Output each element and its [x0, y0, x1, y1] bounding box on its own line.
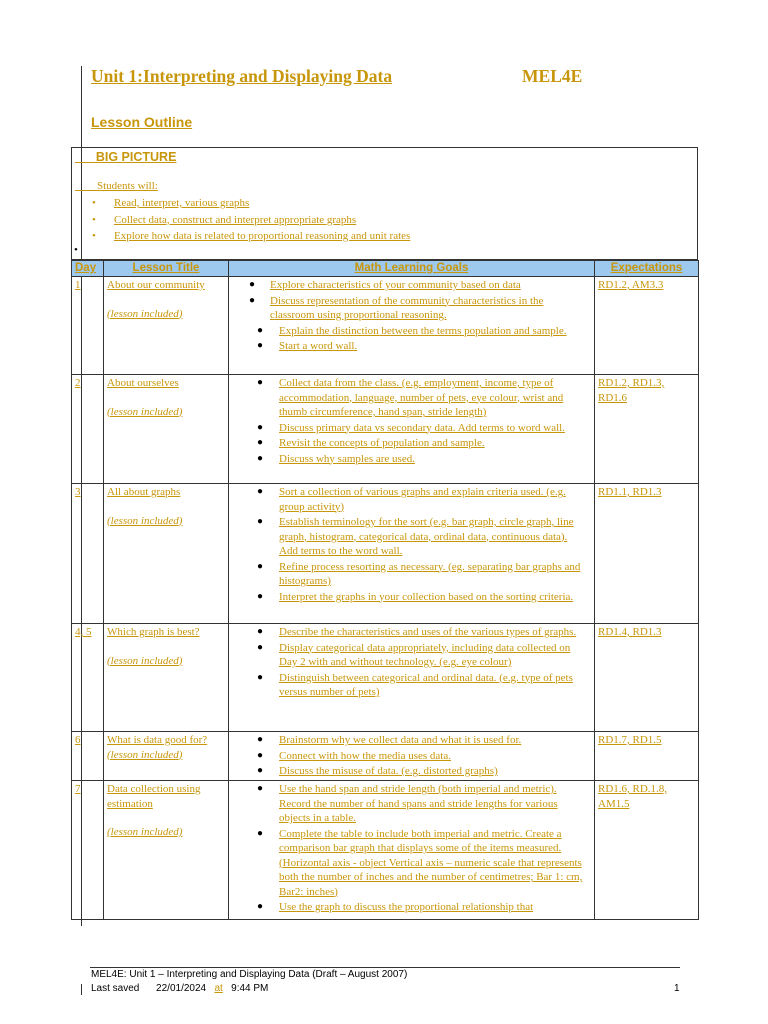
goals-cell	[229, 375, 595, 484]
bullet-icon: ●	[257, 765, 264, 776]
table-row	[72, 484, 699, 624]
lesson-included-note: (lesson included)	[107, 405, 183, 418]
list-item: ● Connect with how the media uses data.	[257, 749, 451, 762]
bullet-icon: ●	[257, 590, 264, 602]
list-item: • Explore how data is related to proportional reasoning and unit rates	[92, 230, 411, 242]
list-item: ● Discuss the misuse of data. (e.g. distorted graphs)	[257, 765, 498, 777]
list-item: ● Discuss primary data vs secondary data. Add terms to word wall.	[257, 421, 565, 434]
lesson-included-note: (lesson included)	[107, 654, 183, 667]
big-picture-heading: BIG PICTURE	[95, 150, 177, 164]
lesson-included-note: (lesson included)	[107, 514, 183, 527]
bullet-icon: ●	[249, 294, 256, 306]
bullet-icon: ●	[257, 641, 264, 653]
bullet-icon: ●	[257, 671, 264, 683]
list-item: ● Distinguish between categorical and ordinal data. (e.g. type of pets versus number of pets)	[257, 671, 573, 698]
lesson-title: Which graph is best?	[107, 626, 200, 638]
list-item: ● Brainstorm why we collect data and what it is used for.	[257, 734, 522, 746]
lesson-included-note: (lesson included)	[107, 826, 183, 838]
bullet-icon: •	[92, 197, 96, 209]
day-cell: 3	[72, 484, 104, 624]
bullet-icon: ●	[257, 486, 264, 497]
expectations-cell: RD1.4, RD1.3	[595, 624, 699, 732]
list-item: ● Explore characteristics of your community based on data	[249, 279, 521, 291]
day-cell: 1	[72, 277, 104, 375]
list-item: ● Establish terminology for the sort (e.g. bar graph, circle graph, line graph, histogram, categorical data, ordinal data, continuous data). Add terms to the word wall.	[257, 516, 574, 557]
list-item: ● Interpret the graphs in your collection based on the sorting criteria.	[257, 590, 574, 603]
expectations-cell: RD1.7, RD1.5	[595, 732, 699, 781]
footer-last-saved: Last saved 22/01/2024 at 9:44 PM	[91, 983, 269, 994]
list-item: ● Revisit the concepts of population and sample.	[257, 437, 485, 449]
header-math-learning-goals: Math Learning Goals	[229, 261, 595, 277]
big-picture-list	[92, 195, 410, 245]
list-item: ● Use the hand span and stride length (both imperial and metric). Record the number of hand spans and stride lengths for various objects in a table.	[257, 783, 558, 824]
list-item: ● Complete the table to include both imperial and metric. Create a comparison bar graph that displays some of the items measured. (Horizontal axis - object Vertical axis – numeric scale that represents both the number of inches and the number of centimetres; Bar 1: cm, Bar2: inches)	[257, 827, 583, 898]
list-item: ● Collect data from the class. (e.g. employment, income, type of accommodation, language, number of pets, eye colour, wrist and thumb circumference, hand span, stride length)	[257, 377, 564, 418]
bullet-icon: ●	[257, 560, 264, 572]
list-item: ● Display categorical data appropriately, including data collected on Day 2 with and without technology. (e.g. eye colour)	[257, 641, 571, 668]
list-item: ● Explain the distinction between the terms population and sample.	[257, 324, 567, 337]
lesson-title: About ourselves	[107, 377, 179, 389]
goals-cell	[229, 277, 595, 375]
bullet-icon: ●	[257, 340, 264, 351]
list-item: ● Start a word wall.	[257, 340, 358, 352]
table-row	[72, 277, 699, 375]
header-day: Day	[72, 261, 104, 277]
table-row	[72, 732, 699, 781]
lesson-title: Data collection using estimation	[107, 783, 201, 810]
unit-title: Unit 1:Interpreting and Displaying Data	[91, 66, 393, 86]
bullet-icon: ●	[257, 734, 264, 745]
table-row	[72, 624, 699, 732]
list-item: ● Use the graph to discuss the proportional relationship that	[257, 901, 534, 913]
day-cell: 6	[72, 732, 104, 781]
lesson-title-cell	[104, 375, 229, 484]
bullet-icon: ●	[257, 516, 264, 527]
lesson-title: What is data good for?	[107, 734, 208, 746]
day-cell: 4, 5	[72, 624, 104, 732]
footer-rule	[90, 967, 680, 968]
goals-cell	[229, 624, 595, 732]
list-item: • Collect data, construct and interpret appropriate graphs	[92, 213, 357, 226]
expectations-cell: RD1.6, RD.1.8, AM1.5	[595, 781, 699, 920]
goals-cell	[229, 484, 595, 624]
bullet-icon: •	[74, 244, 78, 256]
lesson-included-note: (lesson included)	[107, 748, 183, 761]
bullet-icon: •	[92, 230, 96, 242]
list-item: ● Describe the characteristics and uses of the various types of graphs.	[257, 626, 577, 638]
bullet-icon: ●	[257, 452, 264, 464]
lesson-title-cell	[104, 624, 229, 732]
bullet-icon: ●	[257, 901, 264, 912]
lesson-included-note: (lesson included)	[107, 307, 183, 320]
bullet-icon: •	[92, 213, 96, 226]
course-code: MEL4E	[522, 66, 583, 86]
expectations-cell: RD1.2, RD1.3, RD1.6	[595, 375, 699, 484]
day-cell: 7	[72, 781, 104, 920]
bullet-icon: ●	[257, 324, 264, 336]
bullet-icon: ●	[257, 377, 264, 388]
expectations-cell: RD1.1, RD1.3	[595, 484, 699, 624]
lesson-title-cell	[104, 781, 229, 920]
lesson-outline-heading: Lesson Outline	[91, 114, 193, 130]
lesson-title-cell	[104, 277, 229, 375]
bullet-icon: ●	[257, 783, 264, 794]
table-header-row	[72, 261, 699, 277]
header-lesson-title: Lesson Title	[104, 261, 229, 277]
list-item: ● Refine process resorting as necessary. (eg. separating bar graphs and histograms)	[257, 560, 581, 587]
bullet-icon: ●	[257, 437, 264, 448]
list-item: ● Sort a collection of various graphs and explain criteria used. (e.g. group activity)	[257, 486, 566, 513]
goals-cell	[229, 781, 595, 920]
goals-cell	[229, 732, 595, 781]
table-row	[72, 781, 699, 920]
lesson-title: About our community	[107, 279, 205, 291]
big-picture-intro: Students will:	[97, 180, 158, 192]
list-item: ● Discuss representation of the community characteristics in the classroom using proportional reasoning.	[249, 294, 544, 321]
bullet-icon: ●	[249, 279, 256, 290]
bullet-icon: ●	[257, 749, 264, 761]
page-number: 1	[674, 983, 680, 994]
day-cell: 2	[72, 375, 104, 484]
list-item: • Read, interpret, various graphs	[92, 197, 250, 209]
lesson-title-cell	[104, 484, 229, 624]
expectations-cell: RD1.2, AM3.3	[595, 277, 699, 375]
bullet-icon: ●	[257, 827, 264, 839]
bullet-icon: ●	[257, 421, 264, 433]
footer-document-title: MEL4E: Unit 1 – Interpreting and Displaying Data (Draft – August 2007)	[91, 969, 408, 980]
footer-bar	[81, 984, 82, 995]
list-item: ● Discuss why samples are used.	[257, 452, 415, 465]
table-row	[72, 375, 699, 484]
lesson-title-cell	[104, 732, 229, 781]
lesson-table	[71, 260, 699, 920]
bullet-icon: ●	[257, 626, 264, 637]
lesson-title: All about graphs	[107, 486, 181, 498]
page-title	[91, 66, 611, 87]
header-expectations: Expectations	[595, 261, 699, 277]
